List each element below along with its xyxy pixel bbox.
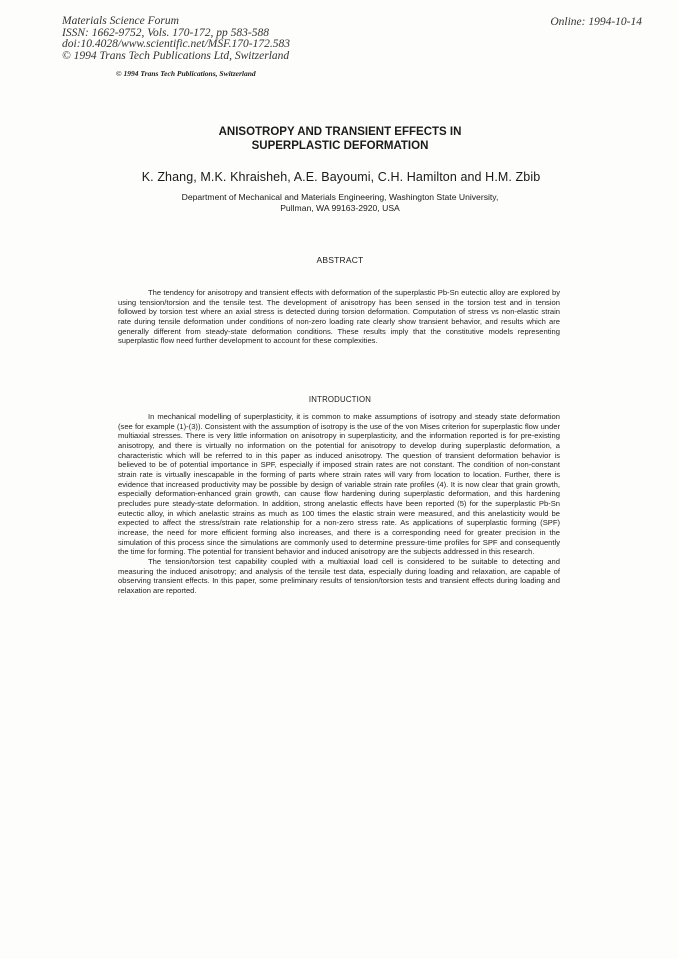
introduction-paragraph-1: In mechanical modelling of superplasticity, it is common to make assumptions of isotropy and steady state deformation (see for example (1)-(3)). Consistent with the assumption of isotropy is the use of the von Mises criterion for superplastic flow under multiaxial stresses. There is very little information on anisotropy in superplasticity, and the information reported is for pre-existing anisotropy, and there is virtually no information on the potential for anisotropy to develop during superplastic deformation, a characteristic which will be referred to in this paper as induced anisotropy. The question of transient deformation behavior is believed to be of potential importance in SPF, especially if imposed strain rates are not constant. The condition of non-constant strain rate is virtually inescapable in the forming of parts where strain rates will vary from location to location. Further, there is evidence that increased productivity may be possible by design of variable strain rate profiles (4). It is now clear that grain growth, especially deformation-enhanced grain growth, can cause flow hardening during superplastic deformation, and this hardening precludes pure steady-state deformation. In addition, strong anelastic effects have been reported (5) for the superplastic Pb-Sn eutectic alloy, in which anelastic strains as much as 100 times the elastic strain were measured, and this anelasticity would be expected to affect the stress/strain rate relationship for a non-zero stress rate. As applications of superplastic forming (SPF) increase, the need for more efficient forming also increases, and there is a corresponding need for greater precision in the simulation of this process since the simulations are commonly used to determine pressure-time profiles for SPF and consequently the time for forming. The potential for transient behavior and induced anisotropy are the subjects addressed in this research.	[118, 412, 560, 557]
online-date: Online: 1994-10-14	[550, 16, 642, 28]
print-copyright: © 1994 Trans Tech Publications, Switzerland	[116, 69, 256, 78]
abstract-paragraph: The tendency for anisotropy and transient effects with deformation of the superplastic Pb-Sn eutectic alloy are explored by using tension/torsion and the tensile test. The development of anisotropy has been sensed in the torsion test and in tension followed by torsion test where an axial stress is detected during torsion deformation. Computation of stress vs non-elastic strain rate during tensile deformation under conditions of non-zero loading rate clearly show transient behavior, and results which are generally different from steady-state deformation conditions. These results imply that the constitutive models representing superplastic flow need further development to account for these complexities.	[118, 288, 560, 346]
introduction-paragraph-2: The tension/torsion test capability coupled with a multiaxial load cell is considered to be suitable to detecting and measuring the induced anisotropy; and analysis of the tensile test data, especially during loading and relaxation, are capable of observing transient effects. In this paper, some preliminary results of tension/torsion tests and transient effects during loading and relaxation are reported.	[118, 556, 560, 595]
author-list: K. Zhang, M.K. Khraisheh, A.E. Bayoumi, C.H. Hamilton and H.M. Zbib	[141, 170, 541, 184]
paper-title	[120, 125, 560, 153]
journal-metadata	[62, 16, 362, 62]
doi-line: doi:10.4028/www.scientific.net/MSF.170-172.583	[62, 38, 290, 50]
issn-line: ISSN: 1662-9752, Vols. 170-172, pp 583-588	[62, 26, 269, 39]
publisher-copyright: © 1994 Trans Tech Publications Ltd, Switzerland	[62, 49, 290, 62]
title-line-2: SUPERPLASTIC DEFORMATION	[251, 140, 429, 152]
journal-name: Materials Science Forum	[62, 15, 179, 27]
introduction-body	[118, 412, 560, 595]
affiliation-line-2: Pullman, WA 99163-2920, USA	[280, 203, 400, 213]
title-line-1: ANISOTROPY AND TRANSIENT EFFECTS IN	[218, 126, 462, 138]
affiliation	[110, 192, 570, 214]
abstract-heading: ABSTRACT	[316, 255, 364, 265]
introduction-heading: INTRODUCTION	[308, 395, 372, 404]
abstract-body	[118, 288, 560, 346]
affiliation-line-1: Department of Mechanical and Materials Engineering, Washington State University,	[181, 192, 499, 202]
